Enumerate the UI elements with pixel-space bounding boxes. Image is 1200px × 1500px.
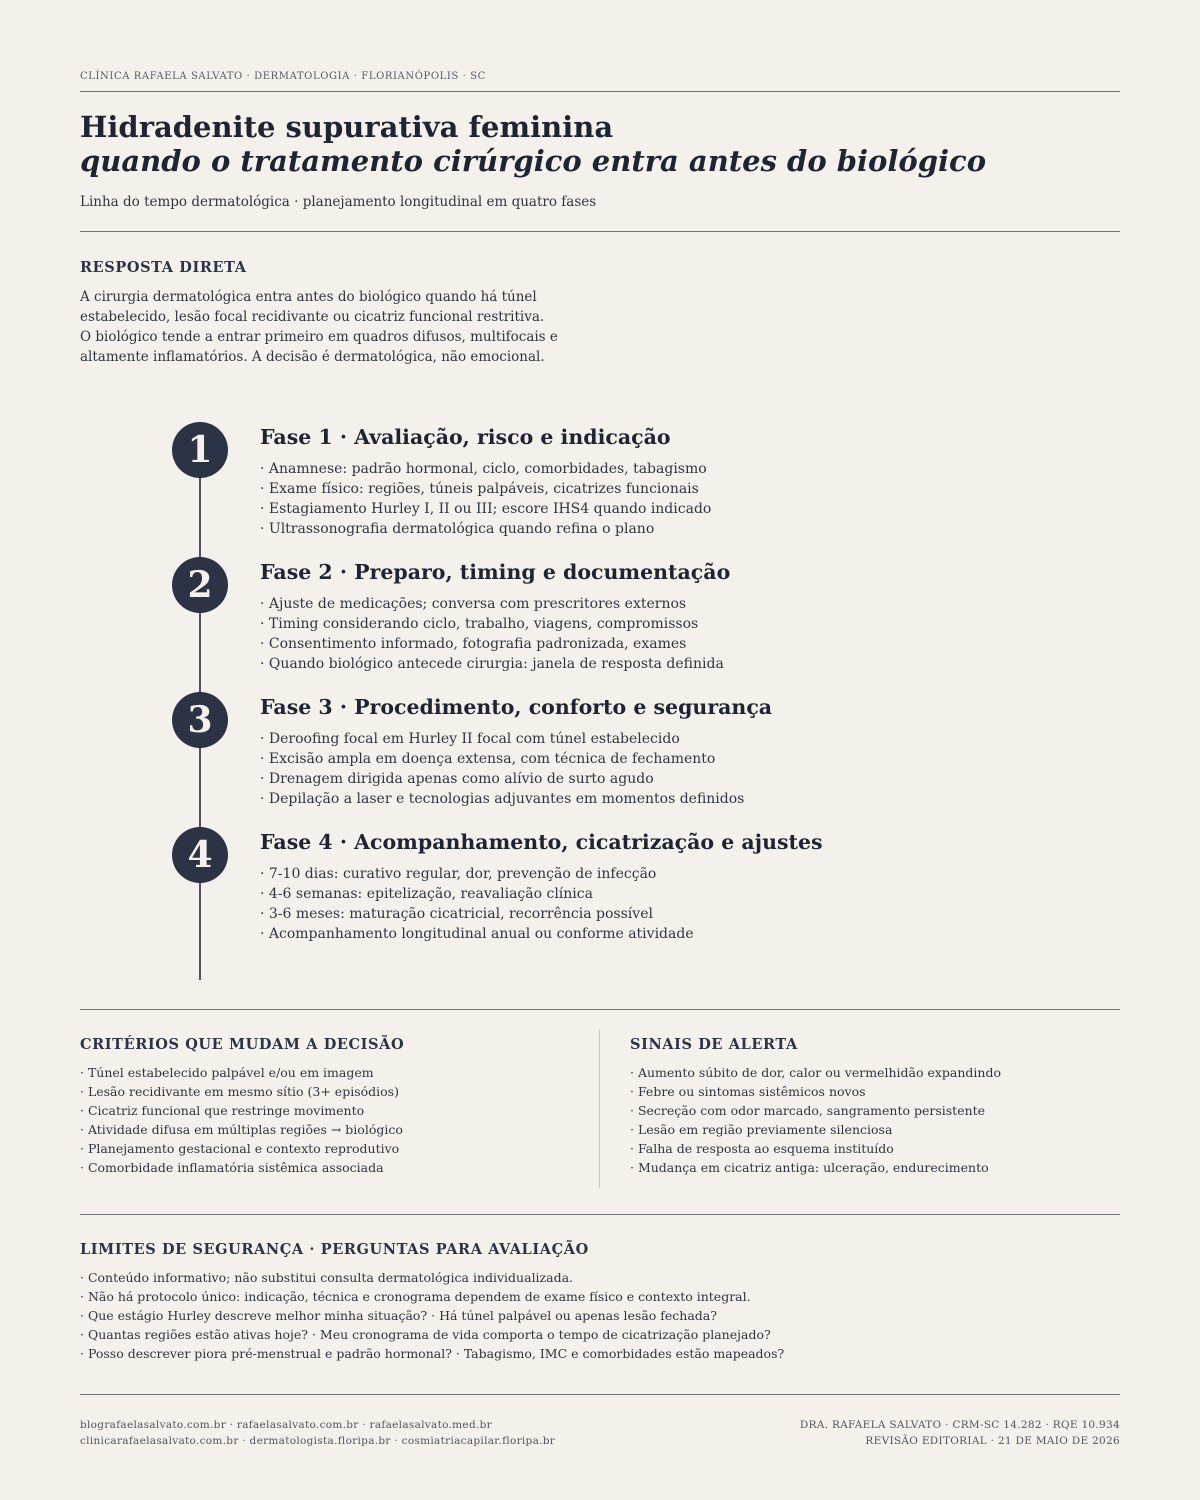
phase-item-list bbox=[260, 459, 711, 539]
direct-answer-line: A cirurgia dermatológica entra antes do biológico quando há túnel bbox=[80, 289, 537, 305]
alerts-list bbox=[630, 1063, 1100, 1177]
list-item: · Planejamento gestacional e contexto reprodutivo bbox=[80, 1141, 400, 1156]
direct-answer-text bbox=[80, 287, 600, 367]
list-item: · Deroofing focal em Hurley II focal com túnel estabelecido bbox=[260, 731, 680, 747]
list-item: · Cicatriz funcional que restringe movimento bbox=[80, 1103, 365, 1118]
revision-date: REVISÃO EDITORIAL · 21 DE MAIO DE 2026 bbox=[865, 1435, 1120, 1447]
list-item: · Comorbidade inflamatória sistêmica associada bbox=[80, 1160, 384, 1175]
phase-title: Fase 2 · Preparo, timing e documentação bbox=[260, 560, 731, 584]
phase-item-list bbox=[260, 864, 694, 944]
title-line-2: quando o tratamento cirúrgico entra antes do biológico bbox=[80, 144, 987, 178]
page-subtitle: Linha do tempo dermatológica · planejamento longitudinal em quatro fases bbox=[80, 194, 597, 210]
clinic-eyebrow: CLÍNICA RAFAELA SALVATO · DERMATOLOGIA · FLORIANÓPOLIS · SC bbox=[80, 71, 486, 82]
list-item: · Quantas regiões estão ativas hoje? · Meu cronograma de vida comporta o tempo de cicatrização planejado? bbox=[80, 1327, 771, 1342]
list-item: · 7-10 dias: curativo regular, dor, prevenção de infecção bbox=[260, 866, 657, 882]
list-item: · Não há protocolo único: indicação, técnica e cronograma dependem de exame físico e contexto integral. bbox=[80, 1289, 751, 1304]
phase-number-badge: 4 bbox=[172, 827, 228, 883]
page-title bbox=[80, 110, 986, 178]
direct-answer-line: O biológico tende a entrar primeiro em quadros difusos, multifocais e bbox=[80, 329, 558, 345]
timeline-divider bbox=[80, 1009, 1120, 1010]
list-item: · Excisão ampla em doença extensa, com técnica de fechamento bbox=[260, 751, 716, 767]
list-item: · Falha de resposta ao esquema instituído bbox=[630, 1141, 894, 1156]
subtitle-divider bbox=[80, 231, 1120, 232]
document-page bbox=[80, 0, 1120, 1500]
footer-credits bbox=[800, 1417, 1120, 1449]
header-divider bbox=[80, 91, 1120, 92]
list-item: · Estagiamento Hurley I, II ou III; escore IHS4 quando indicado bbox=[260, 501, 712, 517]
alerts-heading: SINAIS DE ALERTA bbox=[630, 1036, 798, 1053]
footer-links bbox=[80, 1417, 555, 1449]
list-item: · Ultrassonografia dermatológica quando refina o plano bbox=[260, 521, 655, 537]
list-item: · Lesão recidivante em mesmo sítio (3+ episódios) bbox=[80, 1084, 399, 1099]
safety-list bbox=[80, 1268, 1120, 1363]
criteria-heading: CRITÉRIOS QUE MUDAM A DECISÃO bbox=[80, 1036, 405, 1053]
list-item: · Consentimento informado, fotografia padronizada, exames bbox=[260, 636, 687, 652]
footer-link-line[interactable]: clinicarafaelasalvato.com.br · dermatologista.floripa.br · cosmiatriacapilar.floripa.br bbox=[80, 1435, 556, 1447]
list-item: · Atividade difusa em múltiplas regiões → biológico bbox=[80, 1122, 403, 1137]
criteria-divider bbox=[80, 1214, 1120, 1215]
column-divider bbox=[599, 1030, 600, 1188]
list-item: · Timing considerando ciclo, trabalho, viagens, compromissos bbox=[260, 616, 699, 632]
list-item: · Que estágio Hurley descreve melhor minha situação? · Há túnel palpável ou apenas lesão fechada? bbox=[80, 1308, 717, 1323]
list-item: · Lesão em região previamente silenciosa bbox=[630, 1122, 893, 1137]
direct-answer-line: estabelecido, lesão focal recidivante ou cicatriz funcional restritiva. bbox=[80, 309, 545, 325]
list-item: · Posso descrever piora pré-menstrual e padrão hormonal? · Tabagismo, IMC e comorbidades estão mapeados? bbox=[80, 1346, 785, 1361]
title-line-1: Hidradenite supurativa feminina bbox=[80, 110, 614, 144]
list-item: · Quando biológico antecede cirurgia: janela de resposta definida bbox=[260, 656, 724, 672]
list-item: · Febre ou sintomas sistêmicos novos bbox=[630, 1084, 866, 1099]
phase-number-badge: 2 bbox=[172, 557, 228, 613]
author-credit: DRA. RAFAELA SALVATO · CRM-SC 14.282 · RQE 10.934 bbox=[799, 1419, 1120, 1431]
list-item: · Ajuste de medicações; conversa com prescritores externos bbox=[260, 596, 687, 612]
list-item: · Conteúdo informativo; não substitui consulta dermatológica individualizada. bbox=[80, 1270, 574, 1285]
phase-number-badge: 3 bbox=[172, 692, 228, 748]
direct-answer-heading: RESPOSTA DIRETA bbox=[80, 259, 247, 276]
phase-item-list bbox=[260, 594, 724, 674]
list-item: · 4-6 semanas: epitelização, reavaliação clínica bbox=[260, 886, 593, 902]
footer-divider bbox=[80, 1394, 1120, 1395]
direct-answer-line: altamente inflamatórios. A decisão é dermatológica, não emocional. bbox=[80, 349, 545, 365]
alerts-section bbox=[630, 1036, 1100, 1177]
safety-heading: LIMITES DE SEGURANÇA · PERGUNTAS PARA AVALIAÇÃO bbox=[80, 1241, 589, 1258]
safety-section bbox=[80, 1241, 1120, 1363]
phase-number-badge: 1 bbox=[172, 422, 228, 478]
criteria-list bbox=[80, 1063, 550, 1177]
phase-title: Fase 3 · Procedimento, conforto e segurança bbox=[260, 695, 773, 719]
phase-title: Fase 4 · Acompanhamento, cicatrização e ajustes bbox=[260, 830, 823, 854]
list-item: · Drenagem dirigida apenas como alívio de surto agudo bbox=[260, 771, 654, 787]
list-item: · Acompanhamento longitudinal anual ou conforme atividade bbox=[260, 926, 694, 942]
list-item: · Mudança em cicatriz antiga: ulceração, endurecimento bbox=[630, 1160, 989, 1175]
phase-item-list bbox=[260, 729, 744, 809]
list-item: · Túnel estabelecido palpável e/ou em imagem bbox=[80, 1065, 374, 1080]
footer-link-line[interactable]: blografaelasalvato.com.br · rafaelasalvato.com.br · rafaelasalvato.med.br bbox=[80, 1419, 492, 1431]
list-item: · Anamnese: padrão hormonal, ciclo, comorbidades, tabagismo bbox=[260, 461, 707, 477]
criteria-section bbox=[80, 1036, 550, 1177]
list-item: · 3-6 meses: maturação cicatricial, recorrência possível bbox=[260, 906, 653, 922]
list-item: · Exame físico: regiões, túneis palpáveis, cicatrizes funcionais bbox=[260, 481, 699, 497]
list-item: · Depilação a laser e tecnologias adjuvantes em momentos definidos bbox=[260, 791, 745, 807]
list-item: · Aumento súbito de dor, calor ou vermelhidão expandindo bbox=[630, 1065, 1001, 1080]
phase-title: Fase 1 · Avaliação, risco e indicação bbox=[260, 425, 671, 449]
list-item: · Secreção com odor marcado, sangramento persistente bbox=[630, 1103, 986, 1118]
